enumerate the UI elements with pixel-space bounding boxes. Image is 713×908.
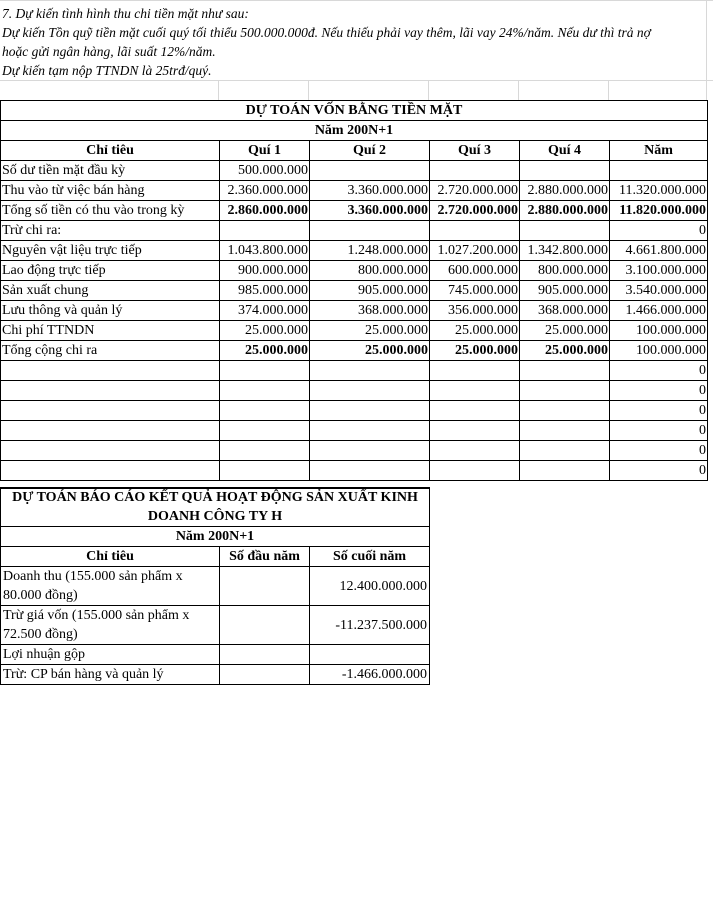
value-cell xyxy=(220,221,310,241)
row-label-cell xyxy=(1,461,220,481)
value-cell: 0 xyxy=(610,461,708,481)
value-cell xyxy=(430,161,520,181)
row-label-cell: Lao động trực tiếp xyxy=(1,261,220,281)
value-cell xyxy=(310,401,430,421)
header-cell: Quí 2 xyxy=(310,141,430,161)
value-cell xyxy=(220,645,310,665)
header-cell: Chỉ tiêu xyxy=(1,141,220,161)
value-cell xyxy=(310,361,430,381)
value-cell: 1.043.800.000 xyxy=(220,241,310,261)
value-cell: 3.540.000.000 xyxy=(610,281,708,301)
value-cell: 2.360.000.000 xyxy=(220,181,310,201)
header-cell: Chỉ tiêu xyxy=(1,547,220,567)
header-cell: Quí 1 xyxy=(220,141,310,161)
value-cell xyxy=(520,361,610,381)
value-cell: 25.000.000 xyxy=(310,341,430,361)
row-label-cell: Số dư tiền mặt đầu kỳ xyxy=(1,161,220,181)
value-cell: 1.248.000.000 xyxy=(310,241,430,261)
row-label-cell: Doanh thu (155.000 sản phẩm x 80.000 đồng) xyxy=(1,567,220,606)
intro-line-2: Dự kiến Tồn quỹ tiền mặt cuối quý tối thiểu 500.000.000đ. Nếu thiếu phải vay thêm, lãi vay 24%/năm. Nếu dư thì trả nợ xyxy=(2,25,651,40)
value-cell xyxy=(430,461,520,481)
income-header-row xyxy=(1,547,430,567)
table-row xyxy=(1,441,708,461)
value-cell xyxy=(310,421,430,441)
value-cell: 0 xyxy=(610,441,708,461)
value-cell: 4.661.800.000 xyxy=(610,241,708,261)
income-title-line-2: DOANH CÔNG TY H xyxy=(1,507,430,527)
value-cell xyxy=(430,221,520,241)
value-cell xyxy=(520,441,610,461)
value-cell: 2.880.000.000 xyxy=(520,201,610,221)
table-row xyxy=(1,321,708,341)
value-cell: 25.000.000 xyxy=(520,341,610,361)
table-row xyxy=(1,361,708,381)
value-cell: 0 xyxy=(610,221,708,241)
table-row xyxy=(1,461,708,481)
header-cell: Số cuối năm xyxy=(310,547,430,567)
value-cell: 25.000.000 xyxy=(220,321,310,341)
row-label-cell: Thu vào từ việc bán hàng xyxy=(1,181,220,201)
value-cell xyxy=(430,401,520,421)
income-statement-table xyxy=(0,488,430,685)
header-cell: Năm xyxy=(610,141,708,161)
value-cell: 600.000.000 xyxy=(430,261,520,281)
value-cell xyxy=(430,441,520,461)
row-label-cell: Lợi nhuận gộp xyxy=(1,645,220,665)
row-label-cell: Trừ giá vốn (155.000 sản phẩm x 72.500 đồng) xyxy=(1,606,220,645)
row-label-cell: Chi phí TTNDN xyxy=(1,321,220,341)
table-row xyxy=(1,281,708,301)
value-cell: 500.000.000 xyxy=(220,161,310,181)
value-cell: 2.860.000.000 xyxy=(220,201,310,221)
value-cell: 0 xyxy=(610,361,708,381)
table-row xyxy=(1,261,708,281)
income-year: Năm 200N+1 xyxy=(1,527,430,547)
value-cell: 800.000.000 xyxy=(520,261,610,281)
value-cell: 368.000.000 xyxy=(520,301,610,321)
value-cell xyxy=(520,381,610,401)
value-cell: 368.000.000 xyxy=(310,301,430,321)
income-title-line-1: DỰ TOÁN BÁO CÁO KẾT QUẢ HOẠT ĐỘNG SẢN XUẤT KINH xyxy=(1,488,430,507)
value-cell: 11.320.000.000 xyxy=(610,181,708,201)
value-cell xyxy=(520,221,610,241)
value-cell xyxy=(220,606,310,645)
value-cell xyxy=(520,401,610,421)
table-row xyxy=(1,161,708,181)
value-cell xyxy=(310,381,430,401)
table-row xyxy=(1,606,430,645)
row-label-cell xyxy=(1,441,220,461)
row-label-cell xyxy=(1,401,220,421)
problem-description xyxy=(2,4,708,80)
value-cell: 1.342.800.000 xyxy=(520,241,610,261)
value-cell: 25.000.000 xyxy=(430,341,520,361)
value-cell xyxy=(220,361,310,381)
table-row xyxy=(1,241,708,261)
value-cell xyxy=(520,161,610,181)
value-cell xyxy=(220,665,310,685)
header-cell: Quí 3 xyxy=(430,141,520,161)
value-cell xyxy=(430,361,520,381)
header-cell: Số đầu năm xyxy=(220,547,310,567)
value-cell: 11.820.000.000 xyxy=(610,201,708,221)
value-cell xyxy=(220,401,310,421)
table-row xyxy=(1,665,430,685)
value-cell xyxy=(220,567,310,606)
table-row xyxy=(1,421,708,441)
cash-budget-year: Năm 200N+1 xyxy=(1,121,708,141)
value-cell: 0 xyxy=(610,421,708,441)
value-cell xyxy=(310,441,430,461)
row-label-cell: Trừ chi ra: xyxy=(1,221,220,241)
row-label-cell xyxy=(1,381,220,401)
value-cell: 900.000.000 xyxy=(220,261,310,281)
table-row xyxy=(1,567,430,606)
table-row xyxy=(1,381,708,401)
value-cell: -11.237.500.000 xyxy=(310,606,430,645)
value-cell xyxy=(310,461,430,481)
table-row xyxy=(1,401,708,421)
value-cell: 100.000.000 xyxy=(610,321,708,341)
value-cell: 25.000.000 xyxy=(310,321,430,341)
intro-line-1: 7. Dự kiến tình hình thu chi tiền mặt như sau: xyxy=(2,6,249,21)
value-cell: 2.720.000.000 xyxy=(430,201,520,221)
value-cell: 905.000.000 xyxy=(310,281,430,301)
value-cell: 25.000.000 xyxy=(520,321,610,341)
value-cell xyxy=(310,221,430,241)
value-cell: 25.000.000 xyxy=(220,341,310,361)
value-cell: 0 xyxy=(610,381,708,401)
value-cell: 745.000.000 xyxy=(430,281,520,301)
table-row xyxy=(1,341,708,361)
value-cell xyxy=(220,421,310,441)
value-cell xyxy=(520,461,610,481)
row-label-cell: Tổng số tiền có thu vào trong kỳ xyxy=(1,201,220,221)
value-cell: 1.466.000.000 xyxy=(610,301,708,321)
value-cell: 100.000.000 xyxy=(610,341,708,361)
table-row xyxy=(1,221,708,241)
row-label-cell: Sản xuất chung xyxy=(1,281,220,301)
value-cell: 985.000.000 xyxy=(220,281,310,301)
intro-line-4: Dự kiến tạm nộp TTNDN là 25trđ/quý. xyxy=(2,63,212,78)
cash-budget-title: DỰ TOÁN VỐN BẰNG TIỀN MẶT xyxy=(1,101,708,121)
value-cell xyxy=(220,381,310,401)
value-cell: 2.880.000.000 xyxy=(520,181,610,201)
value-cell xyxy=(610,161,708,181)
value-cell: 3.100.000.000 xyxy=(610,261,708,281)
value-cell: 374.000.000 xyxy=(220,301,310,321)
table-row xyxy=(1,181,708,201)
value-cell xyxy=(310,161,430,181)
value-cell: 0 xyxy=(610,401,708,421)
value-cell: 25.000.000 xyxy=(430,321,520,341)
row-label-cell: Trừ: CP bán hàng và quản lý xyxy=(1,665,220,685)
value-cell xyxy=(220,441,310,461)
value-cell xyxy=(220,461,310,481)
row-label-cell: Tổng cộng chi ra xyxy=(1,341,220,361)
cash-budget-header-row xyxy=(1,141,708,161)
value-cell: -1.466.000.000 xyxy=(310,665,430,685)
value-cell: 12.400.000.000 xyxy=(310,567,430,606)
header-cell: Quí 4 xyxy=(520,141,610,161)
row-label-cell: Lưu thông và quản lý xyxy=(1,301,220,321)
intro-line-3: hoặc gửi ngân hàng, lãi suất 12%/năm. xyxy=(2,44,216,59)
value-cell: 356.000.000 xyxy=(430,301,520,321)
value-cell: 1.027.200.000 xyxy=(430,241,520,261)
value-cell xyxy=(430,421,520,441)
value-cell: 905.000.000 xyxy=(520,281,610,301)
value-cell xyxy=(430,381,520,401)
table-row xyxy=(1,645,430,665)
row-label-cell xyxy=(1,361,220,381)
value-cell xyxy=(520,421,610,441)
value-cell: 3.360.000.000 xyxy=(310,201,430,221)
value-cell: 3.360.000.000 xyxy=(310,181,430,201)
value-cell xyxy=(310,645,430,665)
row-label-cell: Nguyên vật liệu trực tiếp xyxy=(1,241,220,261)
value-cell: 800.000.000 xyxy=(310,261,430,281)
table-row xyxy=(1,201,708,221)
table-row xyxy=(1,301,708,321)
cash-budget-table xyxy=(0,100,708,481)
value-cell: 2.720.000.000 xyxy=(430,181,520,201)
row-label-cell xyxy=(1,421,220,441)
